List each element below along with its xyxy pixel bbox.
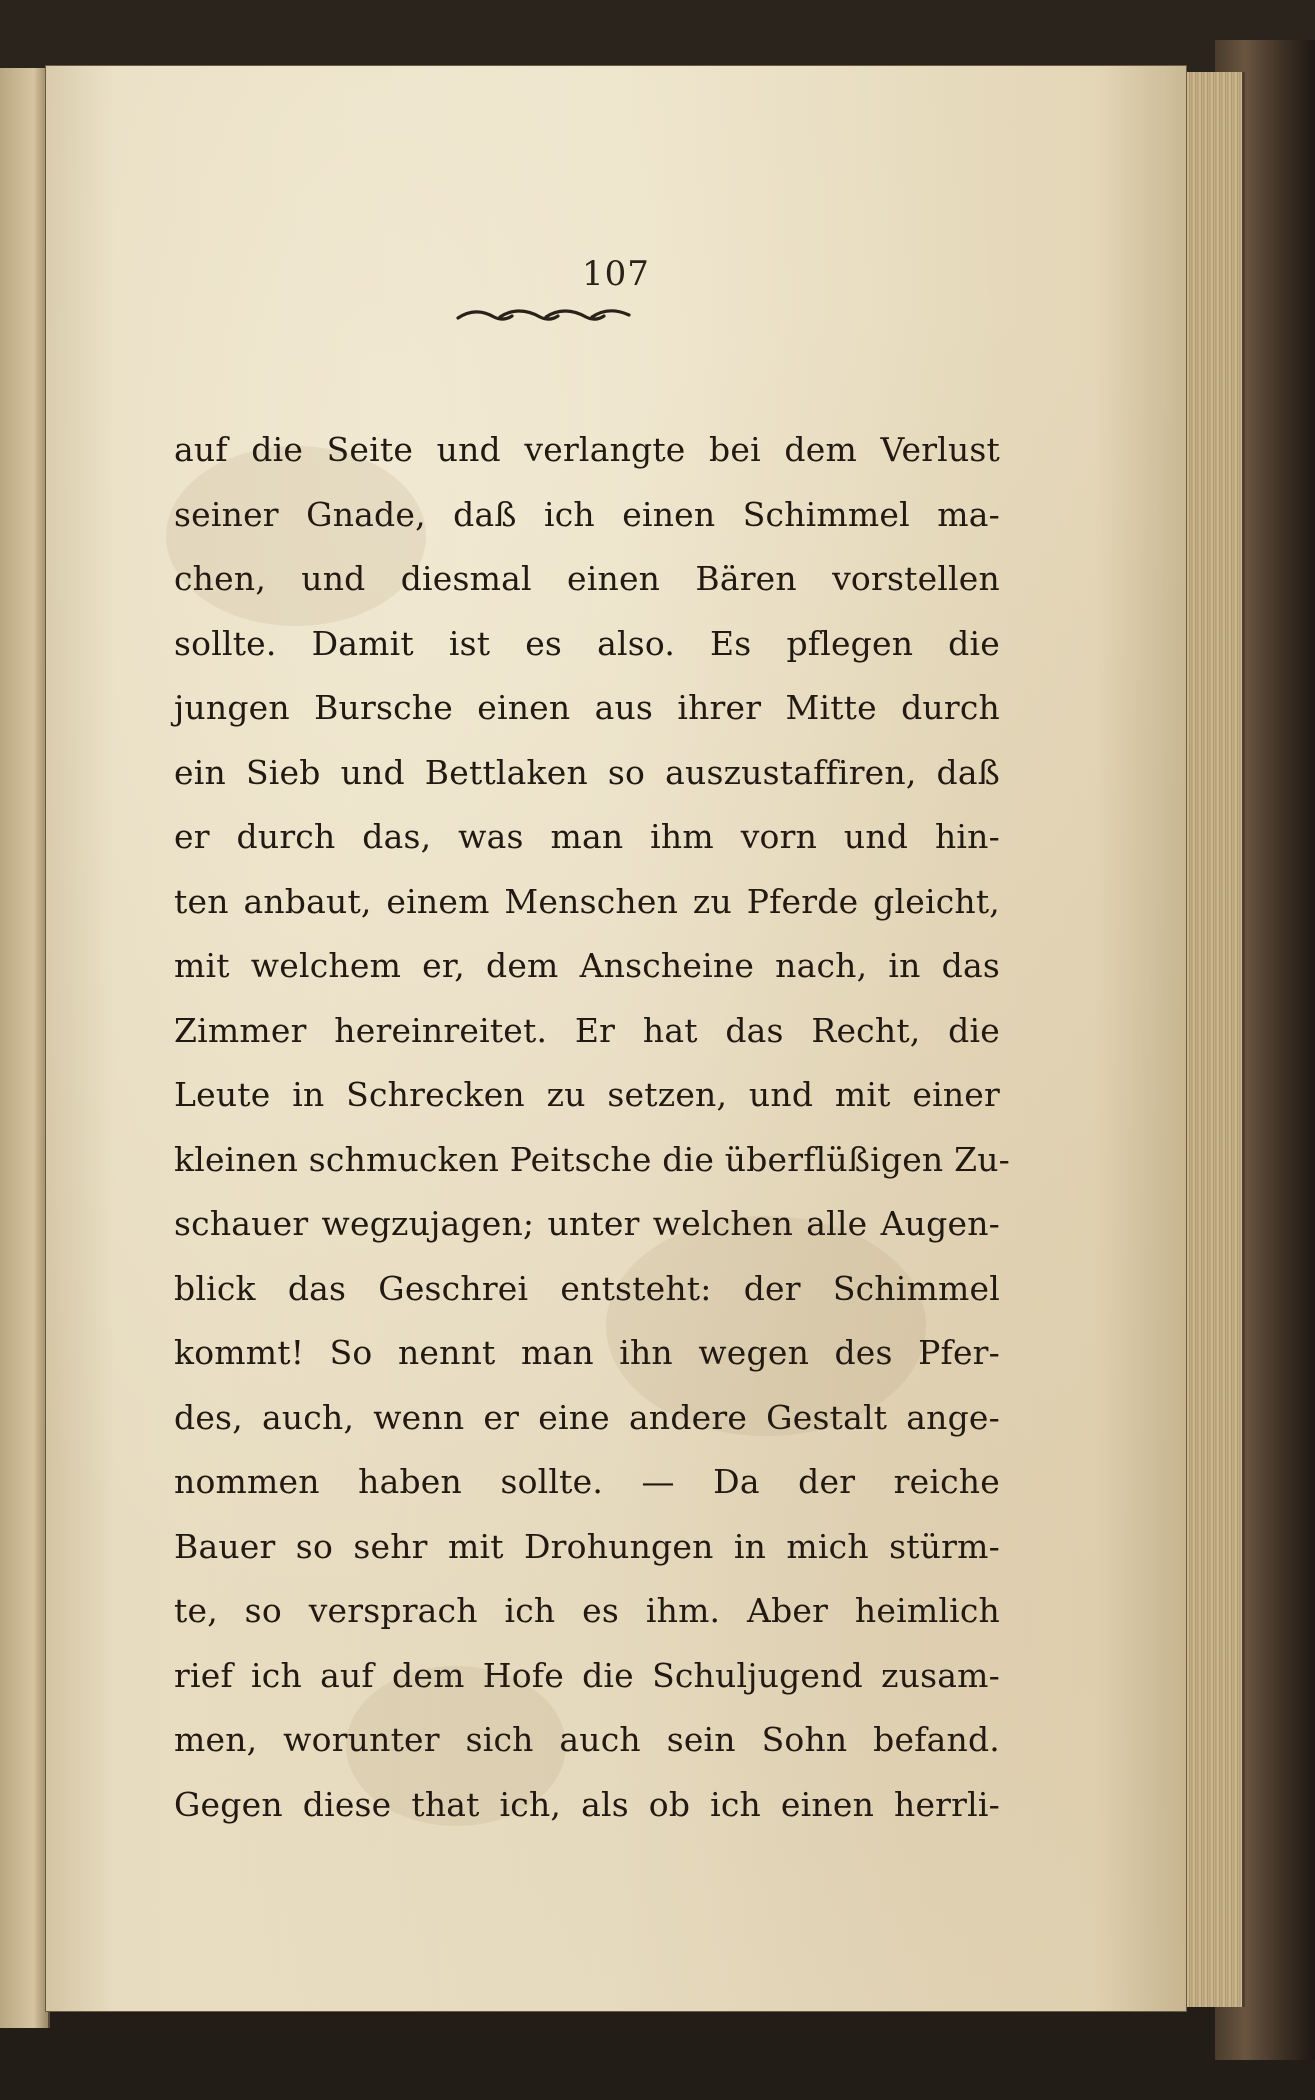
text-line: Bauer so sehr mit Drohungen in mich stürm- [174, 1526, 1000, 1566]
text-line: Gegen diese that ich, als ob ich einen herrli- [174, 1784, 1000, 1824]
text-line: men, worunter sich auch sein Sohn befand. [174, 1720, 1000, 1759]
text-line: Leute in Schrecken zu setzen, und mit einer [174, 1075, 1000, 1114]
text-line: Zimmer hereinreitet. Er hat das Recht, die [174, 1010, 1000, 1050]
wavy-rule-ornament [456, 306, 631, 328]
book-page [46, 66, 1186, 2011]
text-line: mit welchem er, dem Anscheine nach, in das [174, 946, 1000, 985]
body-text [174, 418, 1011, 1837]
text-line: jungen Bursche einen aus ihrer Mitte durch [174, 688, 1000, 727]
text-line: er durch das, was man ihm vorn und hin- [174, 817, 1000, 856]
text-line: rief ich auf dem Hofe die Schuljugend zusam- [174, 1655, 1000, 1695]
text-line: ein Sieb und Bettlaken so auszustaffiren, daß [174, 752, 1000, 792]
page-number: 107 [582, 254, 650, 294]
text-line: ten anbaut, einem Menschen zu Pferde gleicht, [174, 881, 1000, 921]
text-line: nommen haben sollte. — Da der reiche [174, 1462, 1000, 1501]
text-line: te, so versprach ich es ihm. Aber heimlich [174, 1591, 1000, 1630]
text-line: schauer wegzujagen; unter welchen alle Augen- [174, 1204, 1000, 1243]
text-line: des, auch, wenn er eine andere Gestalt ange- [174, 1397, 1000, 1437]
text-line: sollte. Damit ist es also. Es pflegen die [174, 623, 1000, 663]
text-line: chen, und diesmal einen Bären vorstellen [174, 559, 1000, 598]
previous-page-edge [0, 68, 50, 2028]
text-line: kleinen schmucken Peitsche die überflüßigen Zu- [174, 1139, 1011, 1179]
text-line: auf die Seite und verlangte bei dem Verlust [174, 430, 1000, 469]
text-line: kommt! So nennt man ihn wegen des Pfer- [174, 1333, 1000, 1372]
text-line: seiner Gnade, daß ich einen Schimmel ma- [174, 494, 1000, 534]
text-line: blick das Geschrei entsteht: der Schimmel [174, 1268, 1000, 1308]
